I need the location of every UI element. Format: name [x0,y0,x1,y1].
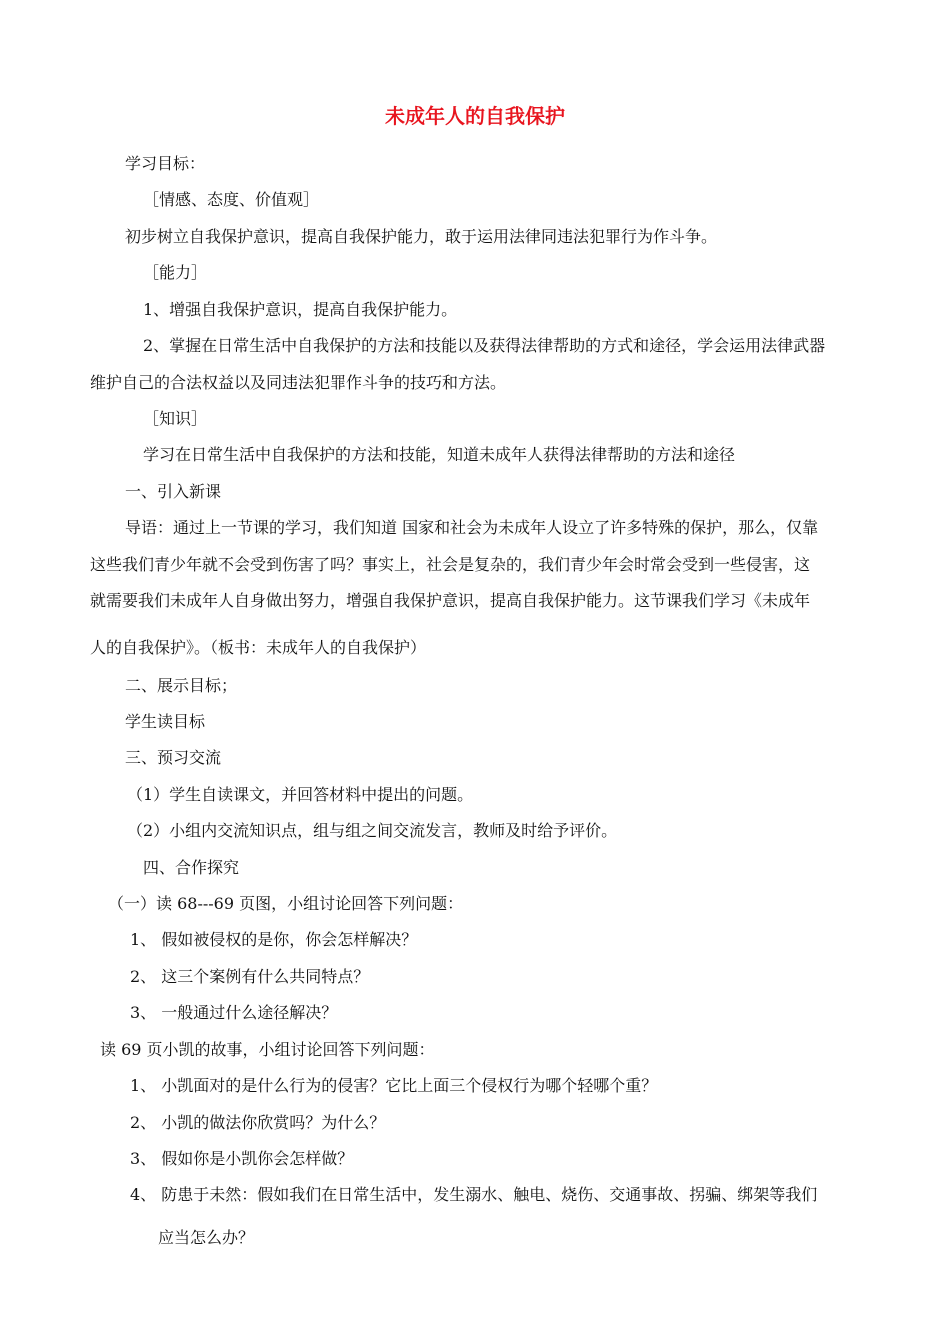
text-line: 导语：通过上一节课的学习，我们知道 国家和社会为未成年人设立了许多特殊的保护，那么，仅靠 [125,518,819,537]
text-line: 学习在日常生活中自我保护的方法和技能，知道未成年人获得法律帮助的方法和途径 [143,445,736,464]
text-line: 二、展示目标； [125,676,238,695]
text-line: ［能力］ [143,263,208,282]
text-line: （一）读 68---69 页图，小组讨论回答下列问题： [108,894,464,913]
text-line: 3、 一般通过什么途径解决？ [130,1003,338,1022]
text-line: 2、掌握在日常生活中自我保护的方法和技能以及获得法律帮助的方式和途径，学会运用法律武器 [143,336,826,355]
text-line: 应当怎么办？ [158,1228,255,1247]
text-line: 1、增强自我保护意识，提高自我保护能力。 [143,300,458,319]
text-line: 2、 小凯的做法你欣赏吗？为什么？ [130,1113,386,1132]
text-line: ［知识］ [143,409,208,428]
text-line: （2）小组内交流知识点，组与组之间交流发言，教师及时给予评价。 [127,821,618,840]
text-line: 2、 这三个案例有什么共同特点？ [130,967,370,986]
text-line: 初步树立自我保护意识，提高自我保护能力，敢于运用法律同违法犯罪行为作斗争。 [125,227,718,246]
text-line: 1、 小凯面对的是什么行为的侵害？它比上面三个侵权行为哪个轻哪个重？ [130,1076,658,1095]
text-line: 4、 防患于未然：假如我们在日常生活中，发生溺水、触电、烧伤、交通事故、拐骗、绑架等我们 [130,1185,818,1204]
text-line: 四、合作探究 [143,858,240,877]
document-title: 未成年人的自我保护 [385,104,565,128]
text-line: 3、 假如你是小凯你会怎样做？ [130,1149,354,1168]
text-line: 1、 假如被侵权的是你，你会怎样解决？ [130,930,418,949]
text-line: ［情感、态度、价值观］ [143,190,320,209]
text-line: 人的自我保护》。（板书：未成年人的自我保护） [90,638,427,657]
text-line: 一、引入新课 [125,482,222,501]
text-line: （1）学生自读课文，并回答材料中提出的问题。 [127,785,474,804]
text-line: 维护自己的合法权益以及同违法犯罪作斗争的技巧和方法。 [90,373,507,392]
text-line: 这些我们青少年就不会受到伤害了吗？事实上，社会是复杂的，我们青少年会时常会受到一些侵害，这 [90,555,811,574]
text-line: 读 69 页小凯的故事，小组讨论回答下列问题： [100,1040,435,1059]
text-line: 学生读目标 [125,712,206,731]
text-line: 三、预习交流 [125,748,222,767]
text-line: 就需要我们未成年人自身做出努力，增强自我保护意识，提高自我保护能力。这节课我们学习《未成年 [90,591,811,610]
text-line: 学习目标： [125,154,206,173]
